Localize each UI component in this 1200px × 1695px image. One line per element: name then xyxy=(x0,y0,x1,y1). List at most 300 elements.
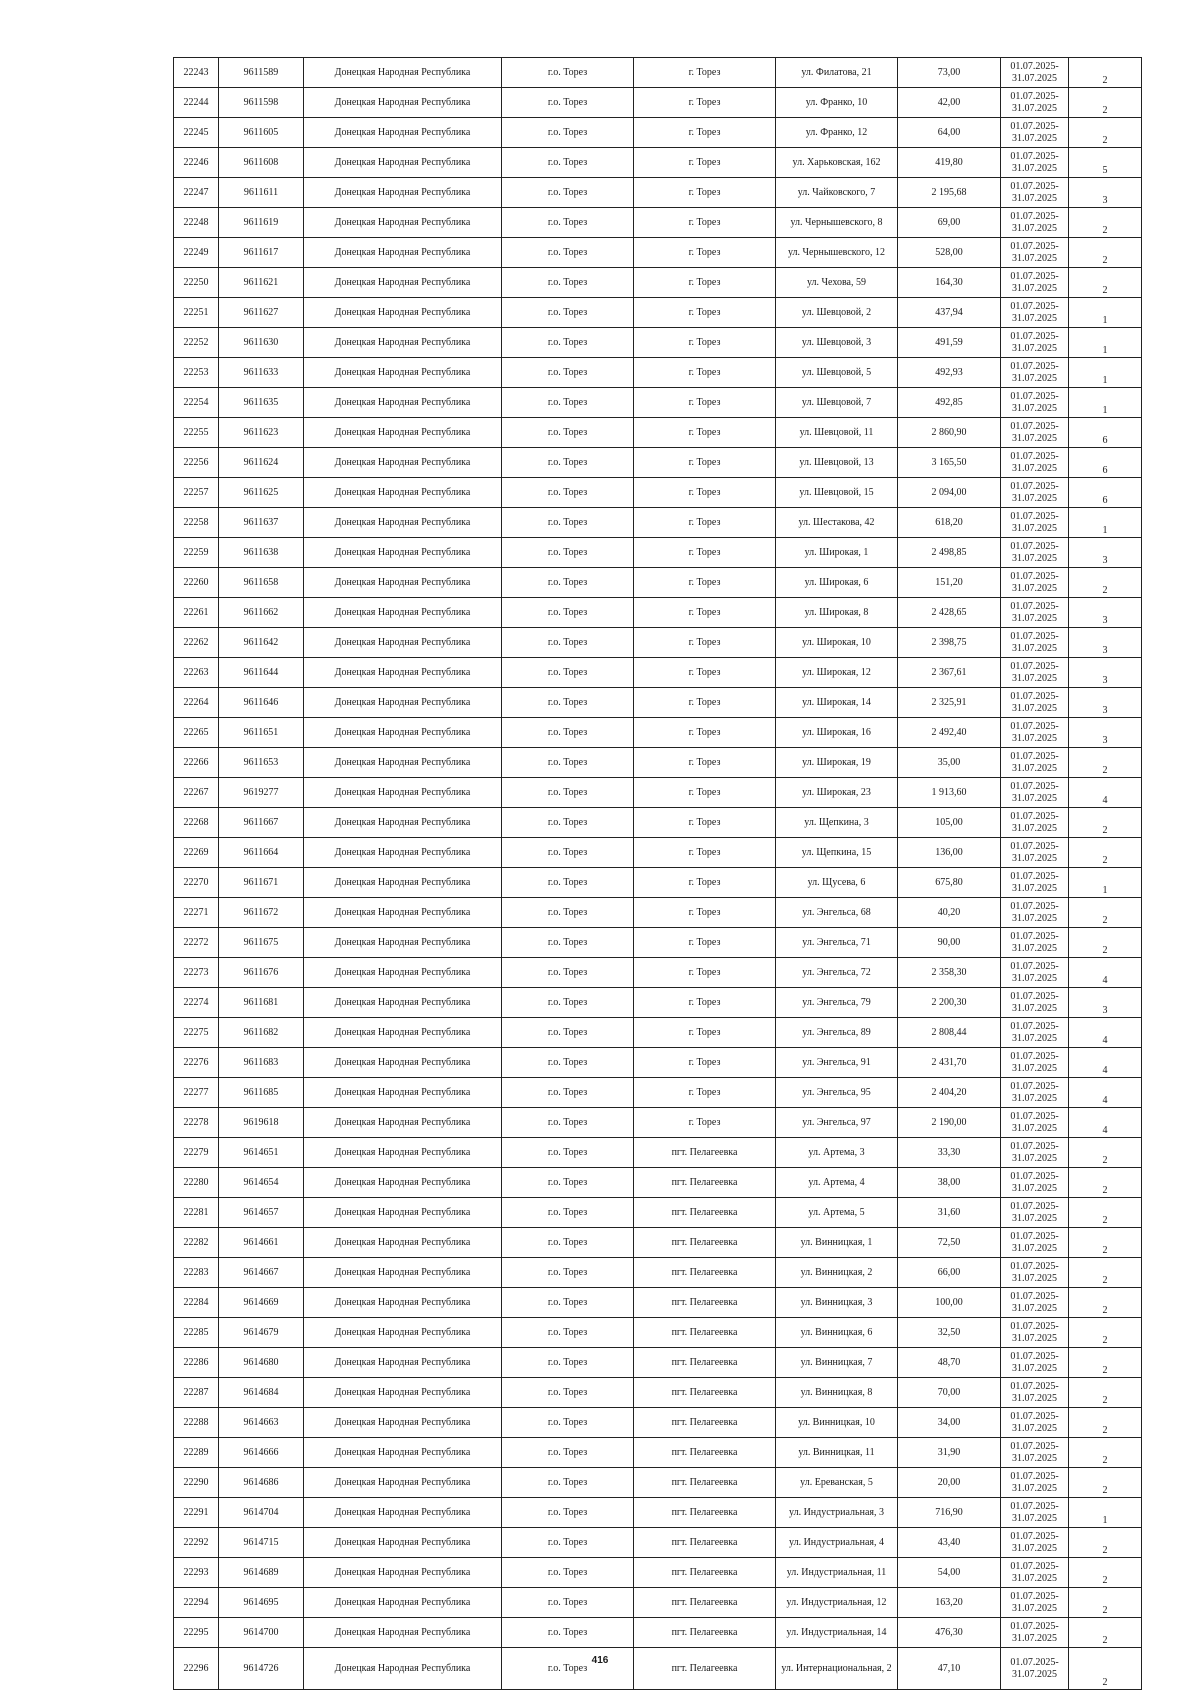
district-cell: г.о. Торез xyxy=(502,1168,634,1198)
period-start: 01.07.2025- xyxy=(1010,510,1059,522)
count-cell: 2 xyxy=(1069,1408,1142,1438)
area-cell: 47,10 xyxy=(898,1648,1001,1690)
district-cell: г.о. Торез xyxy=(502,898,634,928)
row-number-cell: 22273 xyxy=(174,958,219,988)
period-end: 31.07.2025 xyxy=(1012,102,1057,114)
count-cell: 3 xyxy=(1069,598,1142,628)
region-cell: Донецкая Народная Республика xyxy=(304,88,502,118)
count-cell: 2 xyxy=(1069,1648,1142,1690)
object-id-cell: 9614686 xyxy=(219,1468,304,1498)
district-cell: г.о. Торез xyxy=(502,1258,634,1288)
row-number-cell: 22253 xyxy=(174,358,219,388)
district-cell: г.о. Торез xyxy=(502,1288,634,1318)
count-cell: 4 xyxy=(1069,958,1142,988)
count-cell: 2 xyxy=(1069,568,1142,598)
table-row xyxy=(174,1348,1142,1378)
locality-cell: г. Торез xyxy=(634,658,776,688)
count-cell: 2 xyxy=(1069,208,1142,238)
area-cell: 675,80 xyxy=(898,868,1001,898)
row-number-cell: 22259 xyxy=(174,538,219,568)
row-number-cell: 22248 xyxy=(174,208,219,238)
period-cell xyxy=(1001,478,1069,508)
locality-cell: г. Торез xyxy=(634,898,776,928)
period-start: 01.07.2025- xyxy=(1010,540,1059,552)
area-cell: 72,50 xyxy=(898,1228,1001,1258)
period-start: 01.07.2025- xyxy=(1010,480,1059,492)
count-cell: 2 xyxy=(1069,748,1142,778)
locality-cell: г. Торез xyxy=(634,1078,776,1108)
object-id-cell: 9611651 xyxy=(219,718,304,748)
count-cell: 3 xyxy=(1069,718,1142,748)
area-cell: 2 431,70 xyxy=(898,1048,1001,1078)
address-cell: ул. Широкая, 23 xyxy=(776,778,898,808)
region-cell: Донецкая Народная Республика xyxy=(304,418,502,448)
object-id-cell: 9611672 xyxy=(219,898,304,928)
row-number-cell: 22285 xyxy=(174,1318,219,1348)
period-start: 01.07.2025- xyxy=(1010,360,1059,372)
locality-cell: пгт. Пелагеевка xyxy=(634,1498,776,1528)
area-cell: 43,40 xyxy=(898,1528,1001,1558)
area-cell: 90,00 xyxy=(898,928,1001,958)
period-start: 01.07.2025- xyxy=(1010,450,1059,462)
region-cell: Донецкая Народная Республика xyxy=(304,1468,502,1498)
area-cell: 32,50 xyxy=(898,1318,1001,1348)
count-cell: 2 xyxy=(1069,1198,1142,1228)
address-cell: ул. Винницкая, 6 xyxy=(776,1318,898,1348)
region-cell: Донецкая Народная Республика xyxy=(304,1048,502,1078)
row-number-cell: 22289 xyxy=(174,1438,219,1468)
locality-cell: г. Торез xyxy=(634,748,776,778)
table-row xyxy=(174,178,1142,208)
count-cell: 6 xyxy=(1069,448,1142,478)
address-cell: ул. Шевцовой, 3 xyxy=(776,328,898,358)
district-cell: г.о. Торез xyxy=(502,1108,634,1138)
table-row xyxy=(174,208,1142,238)
locality-cell: г. Торез xyxy=(634,718,776,748)
locality-cell: г. Торез xyxy=(634,538,776,568)
region-cell: Донецкая Народная Республика xyxy=(304,1318,502,1348)
object-id-cell: 9611617 xyxy=(219,238,304,268)
district-cell: г.о. Торез xyxy=(502,568,634,598)
region-cell: Донецкая Народная Республика xyxy=(304,178,502,208)
period-cell xyxy=(1001,1168,1069,1198)
locality-cell: пгт. Пелагеевка xyxy=(634,1408,776,1438)
count-cell: 2 xyxy=(1069,928,1142,958)
period-cell xyxy=(1001,88,1069,118)
district-cell: г.о. Торез xyxy=(502,1438,634,1468)
area-cell: 20,00 xyxy=(898,1468,1001,1498)
address-cell: ул. Энгельса, 97 xyxy=(776,1108,898,1138)
district-cell: г.о. Торез xyxy=(502,508,634,538)
period-end: 31.07.2025 xyxy=(1012,762,1057,774)
table-row xyxy=(174,388,1142,418)
period-end: 31.07.2025 xyxy=(1012,282,1057,294)
locality-cell: г. Торез xyxy=(634,268,776,298)
area-cell: 3 165,50 xyxy=(898,448,1001,478)
district-cell: г.о. Торез xyxy=(502,58,634,88)
area-cell: 2 398,75 xyxy=(898,628,1001,658)
district-cell: г.о. Торез xyxy=(502,478,634,508)
locality-cell: г. Торез xyxy=(634,568,776,598)
table-row xyxy=(174,838,1142,868)
object-id-cell: 9611638 xyxy=(219,538,304,568)
address-cell: ул. Харьковская, 162 xyxy=(776,148,898,178)
row-number-cell: 22274 xyxy=(174,988,219,1018)
period-start: 01.07.2025- xyxy=(1010,630,1059,642)
period-cell xyxy=(1001,598,1069,628)
table-row xyxy=(174,58,1142,88)
area-cell: 163,20 xyxy=(898,1588,1001,1618)
count-cell: 2 xyxy=(1069,1318,1142,1348)
district-cell: г.о. Торез xyxy=(502,988,634,1018)
district-cell: г.о. Торез xyxy=(502,1348,634,1378)
district-cell: г.о. Торез xyxy=(502,718,634,748)
object-id-cell: 9611627 xyxy=(219,298,304,328)
address-cell: ул. Индустриальная, 14 xyxy=(776,1618,898,1648)
period-start: 01.07.2025- xyxy=(1010,210,1059,222)
area-cell: 73,00 xyxy=(898,58,1001,88)
row-number-cell: 22286 xyxy=(174,1348,219,1378)
period-cell xyxy=(1001,508,1069,538)
area-cell: 31,60 xyxy=(898,1198,1001,1228)
row-number-cell: 22266 xyxy=(174,748,219,778)
object-id-cell: 9611676 xyxy=(219,958,304,988)
object-id-cell: 9611683 xyxy=(219,1048,304,1078)
period-cell xyxy=(1001,358,1069,388)
region-cell: Донецкая Народная Республика xyxy=(304,628,502,658)
area-cell: 42,00 xyxy=(898,88,1001,118)
table-row xyxy=(174,88,1142,118)
region-cell: Донецкая Народная Республика xyxy=(304,838,502,868)
locality-cell: г. Торез xyxy=(634,58,776,88)
period-start: 01.07.2025- xyxy=(1010,1110,1059,1122)
row-number-cell: 22295 xyxy=(174,1618,219,1648)
period-start: 01.07.2025- xyxy=(1010,570,1059,582)
region-cell: Донецкая Народная Республика xyxy=(304,658,502,688)
count-cell: 2 xyxy=(1069,268,1142,298)
period-end: 31.07.2025 xyxy=(1012,1482,1057,1494)
object-id-cell: 9614654 xyxy=(219,1168,304,1198)
locality-cell: г. Торез xyxy=(634,988,776,1018)
period-start: 01.07.2025- xyxy=(1010,720,1059,732)
period-cell xyxy=(1001,1048,1069,1078)
locality-cell: г. Торез xyxy=(634,358,776,388)
locality-cell: г. Торез xyxy=(634,778,776,808)
locality-cell: г. Торез xyxy=(634,1048,776,1078)
locality-cell: г. Торез xyxy=(634,238,776,268)
period-end: 31.07.2025 xyxy=(1012,882,1057,894)
period-start: 01.07.2025- xyxy=(1010,810,1059,822)
period-start: 01.07.2025- xyxy=(1010,1200,1059,1212)
object-id-cell: 9614669 xyxy=(219,1288,304,1318)
object-id-cell: 9611611 xyxy=(219,178,304,208)
row-number-cell: 22277 xyxy=(174,1078,219,1108)
row-number-cell: 22254 xyxy=(174,388,219,418)
address-cell: ул. Широкая, 19 xyxy=(776,748,898,778)
table-row xyxy=(174,1288,1142,1318)
period-start: 01.07.2025- xyxy=(1010,180,1059,192)
district-cell: г.о. Торез xyxy=(502,598,634,628)
address-cell: ул. Шевцовой, 15 xyxy=(776,478,898,508)
count-cell: 1 xyxy=(1069,388,1142,418)
period-end: 31.07.2025 xyxy=(1012,1032,1057,1044)
object-id-cell: 9611624 xyxy=(219,448,304,478)
district-cell: г.о. Торез xyxy=(502,1048,634,1078)
row-number-cell: 22257 xyxy=(174,478,219,508)
region-cell: Донецкая Народная Республика xyxy=(304,1588,502,1618)
district-cell: г.о. Торез xyxy=(502,298,634,328)
object-id-cell: 9614684 xyxy=(219,1378,304,1408)
period-start: 01.07.2025- xyxy=(1010,1500,1059,1512)
region-cell: Донецкая Народная Республика xyxy=(304,118,502,148)
period-start: 01.07.2025- xyxy=(1010,1530,1059,1542)
address-cell: ул. Артема, 4 xyxy=(776,1168,898,1198)
locality-cell: г. Торез xyxy=(634,148,776,178)
object-id-cell: 9619618 xyxy=(219,1108,304,1138)
object-id-cell: 9611619 xyxy=(219,208,304,238)
period-cell xyxy=(1001,1468,1069,1498)
row-number-cell: 22282 xyxy=(174,1228,219,1258)
object-id-cell: 9611664 xyxy=(219,838,304,868)
period-start: 01.07.2025- xyxy=(1010,1140,1059,1152)
area-cell: 2 094,00 xyxy=(898,478,1001,508)
period-cell xyxy=(1001,1528,1069,1558)
table-row xyxy=(174,1558,1142,1588)
row-number-cell: 22296 xyxy=(174,1648,219,1690)
area-cell: 2 492,40 xyxy=(898,718,1001,748)
object-id-cell: 9614651 xyxy=(219,1138,304,1168)
count-cell: 2 xyxy=(1069,1378,1142,1408)
period-end: 31.07.2025 xyxy=(1012,1542,1057,1554)
period-cell xyxy=(1001,388,1069,418)
region-cell: Донецкая Народная Республика xyxy=(304,358,502,388)
row-number-cell: 22268 xyxy=(174,808,219,838)
area-cell: 2 404,20 xyxy=(898,1078,1001,1108)
locality-cell: г. Торез xyxy=(634,298,776,328)
period-cell xyxy=(1001,148,1069,178)
district-cell: г.о. Торез xyxy=(502,448,634,478)
row-number-cell: 22263 xyxy=(174,658,219,688)
address-cell: ул. Широкая, 10 xyxy=(776,628,898,658)
address-cell: ул. Энгельса, 68 xyxy=(776,898,898,928)
address-cell: ул. Шевцовой, 5 xyxy=(776,358,898,388)
address-cell: ул. Энгельса, 72 xyxy=(776,958,898,988)
period-cell xyxy=(1001,1018,1069,1048)
count-cell: 3 xyxy=(1069,688,1142,718)
object-id-cell: 9614695 xyxy=(219,1588,304,1618)
count-cell: 1 xyxy=(1069,1498,1142,1528)
period-cell xyxy=(1001,298,1069,328)
address-cell: ул. Щусева, 6 xyxy=(776,868,898,898)
district-cell: г.о. Торез xyxy=(502,1228,634,1258)
period-start: 01.07.2025- xyxy=(1010,780,1059,792)
period-end: 31.07.2025 xyxy=(1012,1572,1057,1584)
period-end: 31.07.2025 xyxy=(1012,192,1057,204)
object-id-cell: 9611681 xyxy=(219,988,304,1018)
area-cell: 476,30 xyxy=(898,1618,1001,1648)
address-cell: ул. Шевцовой, 7 xyxy=(776,388,898,418)
region-cell: Донецкая Народная Республика xyxy=(304,568,502,598)
period-end: 31.07.2025 xyxy=(1012,1422,1057,1434)
district-cell: г.о. Торез xyxy=(502,658,634,688)
address-cell: ул. Шевцовой, 11 xyxy=(776,418,898,448)
period-end: 31.07.2025 xyxy=(1012,72,1057,84)
address-cell: ул. Винницкая, 3 xyxy=(776,1288,898,1318)
table-row xyxy=(174,478,1142,508)
period-cell xyxy=(1001,1228,1069,1258)
count-cell: 2 xyxy=(1069,1618,1142,1648)
period-cell xyxy=(1001,898,1069,928)
object-id-cell: 9611658 xyxy=(219,568,304,598)
count-cell: 2 xyxy=(1069,1228,1142,1258)
region-cell: Донецкая Народная Республика xyxy=(304,148,502,178)
period-cell xyxy=(1001,928,1069,958)
period-end: 31.07.2025 xyxy=(1012,1122,1057,1134)
region-cell: Донецкая Народная Республика xyxy=(304,538,502,568)
period-end: 31.07.2025 xyxy=(1012,1602,1057,1614)
count-cell: 4 xyxy=(1069,1018,1142,1048)
region-cell: Донецкая Народная Республика xyxy=(304,208,502,238)
period-end: 31.07.2025 xyxy=(1012,1092,1057,1104)
address-cell: ул. Филатова, 21 xyxy=(776,58,898,88)
row-number-cell: 22288 xyxy=(174,1408,219,1438)
object-id-cell: 9611662 xyxy=(219,598,304,628)
table-row xyxy=(174,1018,1142,1048)
table-row xyxy=(174,988,1142,1018)
row-number-cell: 22246 xyxy=(174,148,219,178)
count-cell: 2 xyxy=(1069,1438,1142,1468)
row-number-cell: 22249 xyxy=(174,238,219,268)
row-number-cell: 22243 xyxy=(174,58,219,88)
locality-cell: г. Торез xyxy=(634,208,776,238)
count-cell: 4 xyxy=(1069,1048,1142,1078)
area-cell: 2 428,65 xyxy=(898,598,1001,628)
count-cell: 1 xyxy=(1069,328,1142,358)
row-number-cell: 22256 xyxy=(174,448,219,478)
region-cell: Донецкая Народная Республика xyxy=(304,598,502,628)
locality-cell: г. Торез xyxy=(634,88,776,118)
region-cell: Донецкая Народная Республика xyxy=(304,1078,502,1108)
row-number-cell: 22280 xyxy=(174,1168,219,1198)
address-cell: ул. Шестакова, 42 xyxy=(776,508,898,538)
table-row xyxy=(174,1498,1142,1528)
district-cell: г.о. Торез xyxy=(502,1078,634,1108)
locality-cell: пгт. Пелагеевка xyxy=(634,1348,776,1378)
row-number-cell: 22244 xyxy=(174,88,219,118)
region-cell: Донецкая Народная Республика xyxy=(304,778,502,808)
period-cell xyxy=(1001,1258,1069,1288)
row-number-cell: 22291 xyxy=(174,1498,219,1528)
region-cell: Донецкая Народная Республика xyxy=(304,1228,502,1258)
period-start: 01.07.2025- xyxy=(1010,1410,1059,1422)
period-cell xyxy=(1001,808,1069,838)
count-cell: 2 xyxy=(1069,838,1142,868)
object-id-cell: 9611667 xyxy=(219,808,304,838)
region-cell: Донецкая Народная Республика xyxy=(304,58,502,88)
period-end: 31.07.2025 xyxy=(1012,312,1057,324)
row-number-cell: 22283 xyxy=(174,1258,219,1288)
period-end: 31.07.2025 xyxy=(1012,252,1057,264)
table-row xyxy=(174,628,1142,658)
period-cell xyxy=(1001,748,1069,778)
address-cell: ул. Энгельса, 79 xyxy=(776,988,898,1018)
locality-cell: г. Торез xyxy=(634,868,776,898)
locality-cell: г. Торез xyxy=(634,448,776,478)
locality-cell: пгт. Пелагеевка xyxy=(634,1648,776,1690)
object-id-cell: 9611653 xyxy=(219,748,304,778)
period-end: 31.07.2025 xyxy=(1012,1152,1057,1164)
table-row xyxy=(174,148,1142,178)
address-cell: ул. Артема, 3 xyxy=(776,1138,898,1168)
region-cell: Донецкая Народная Республика xyxy=(304,1198,502,1228)
address-cell: ул. Широкая, 1 xyxy=(776,538,898,568)
period-cell xyxy=(1001,448,1069,478)
district-cell: г.о. Торез xyxy=(502,1528,634,1558)
address-cell: ул. Чернышевского, 12 xyxy=(776,238,898,268)
district-cell: г.о. Торез xyxy=(502,688,634,718)
period-end: 31.07.2025 xyxy=(1012,1668,1057,1680)
address-cell: ул. Интернациональная, 2 xyxy=(776,1648,898,1690)
address-cell: ул. Индустриальная, 12 xyxy=(776,1588,898,1618)
region-cell: Донецкая Народная Республика xyxy=(304,1348,502,1378)
period-start: 01.07.2025- xyxy=(1010,90,1059,102)
period-end: 31.07.2025 xyxy=(1012,822,1057,834)
district-cell: г.о. Торез xyxy=(502,388,634,418)
district-cell: г.о. Торез xyxy=(502,538,634,568)
locality-cell: пгт. Пелагеевка xyxy=(634,1198,776,1228)
period-start: 01.07.2025- xyxy=(1010,660,1059,672)
locality-cell: пгт. Пелагеевка xyxy=(634,1378,776,1408)
object-id-cell: 9614715 xyxy=(219,1528,304,1558)
period-end: 31.07.2025 xyxy=(1012,1272,1057,1284)
region-cell: Донецкая Народная Республика xyxy=(304,238,502,268)
count-cell: 2 xyxy=(1069,1558,1142,1588)
count-cell: 6 xyxy=(1069,418,1142,448)
object-id-cell: 9614667 xyxy=(219,1258,304,1288)
period-start: 01.07.2025- xyxy=(1010,420,1059,432)
count-cell: 1 xyxy=(1069,358,1142,388)
address-cell: ул. Винницкая, 7 xyxy=(776,1348,898,1378)
table-row xyxy=(174,1468,1142,1498)
period-end: 31.07.2025 xyxy=(1012,222,1057,234)
district-cell: г.о. Торез xyxy=(502,208,634,238)
object-id-cell: 9611621 xyxy=(219,268,304,298)
object-id-cell: 9611630 xyxy=(219,328,304,358)
address-cell: ул. Широкая, 16 xyxy=(776,718,898,748)
period-end: 31.07.2025 xyxy=(1012,1512,1057,1524)
table-row xyxy=(174,1408,1142,1438)
area-cell: 38,00 xyxy=(898,1168,1001,1198)
region-cell: Донецкая Народная Республика xyxy=(304,448,502,478)
area-cell: 2 808,44 xyxy=(898,1018,1001,1048)
count-cell: 1 xyxy=(1069,868,1142,898)
period-end: 31.07.2025 xyxy=(1012,1392,1057,1404)
object-id-cell: 9611589 xyxy=(219,58,304,88)
locality-cell: г. Торез xyxy=(634,808,776,838)
count-cell: 2 xyxy=(1069,118,1142,148)
table-row xyxy=(174,568,1142,598)
region-cell: Донецкая Народная Республика xyxy=(304,1018,502,1048)
row-number-cell: 22271 xyxy=(174,898,219,928)
locality-cell: г. Торез xyxy=(634,928,776,958)
table-row xyxy=(174,298,1142,328)
area-cell: 618,20 xyxy=(898,508,1001,538)
region-cell: Донецкая Народная Республика xyxy=(304,1288,502,1318)
period-start: 01.07.2025- xyxy=(1010,150,1059,162)
object-id-cell: 9614657 xyxy=(219,1198,304,1228)
period-start: 01.07.2025- xyxy=(1010,1020,1059,1032)
district-cell: г.о. Торез xyxy=(502,1318,634,1348)
